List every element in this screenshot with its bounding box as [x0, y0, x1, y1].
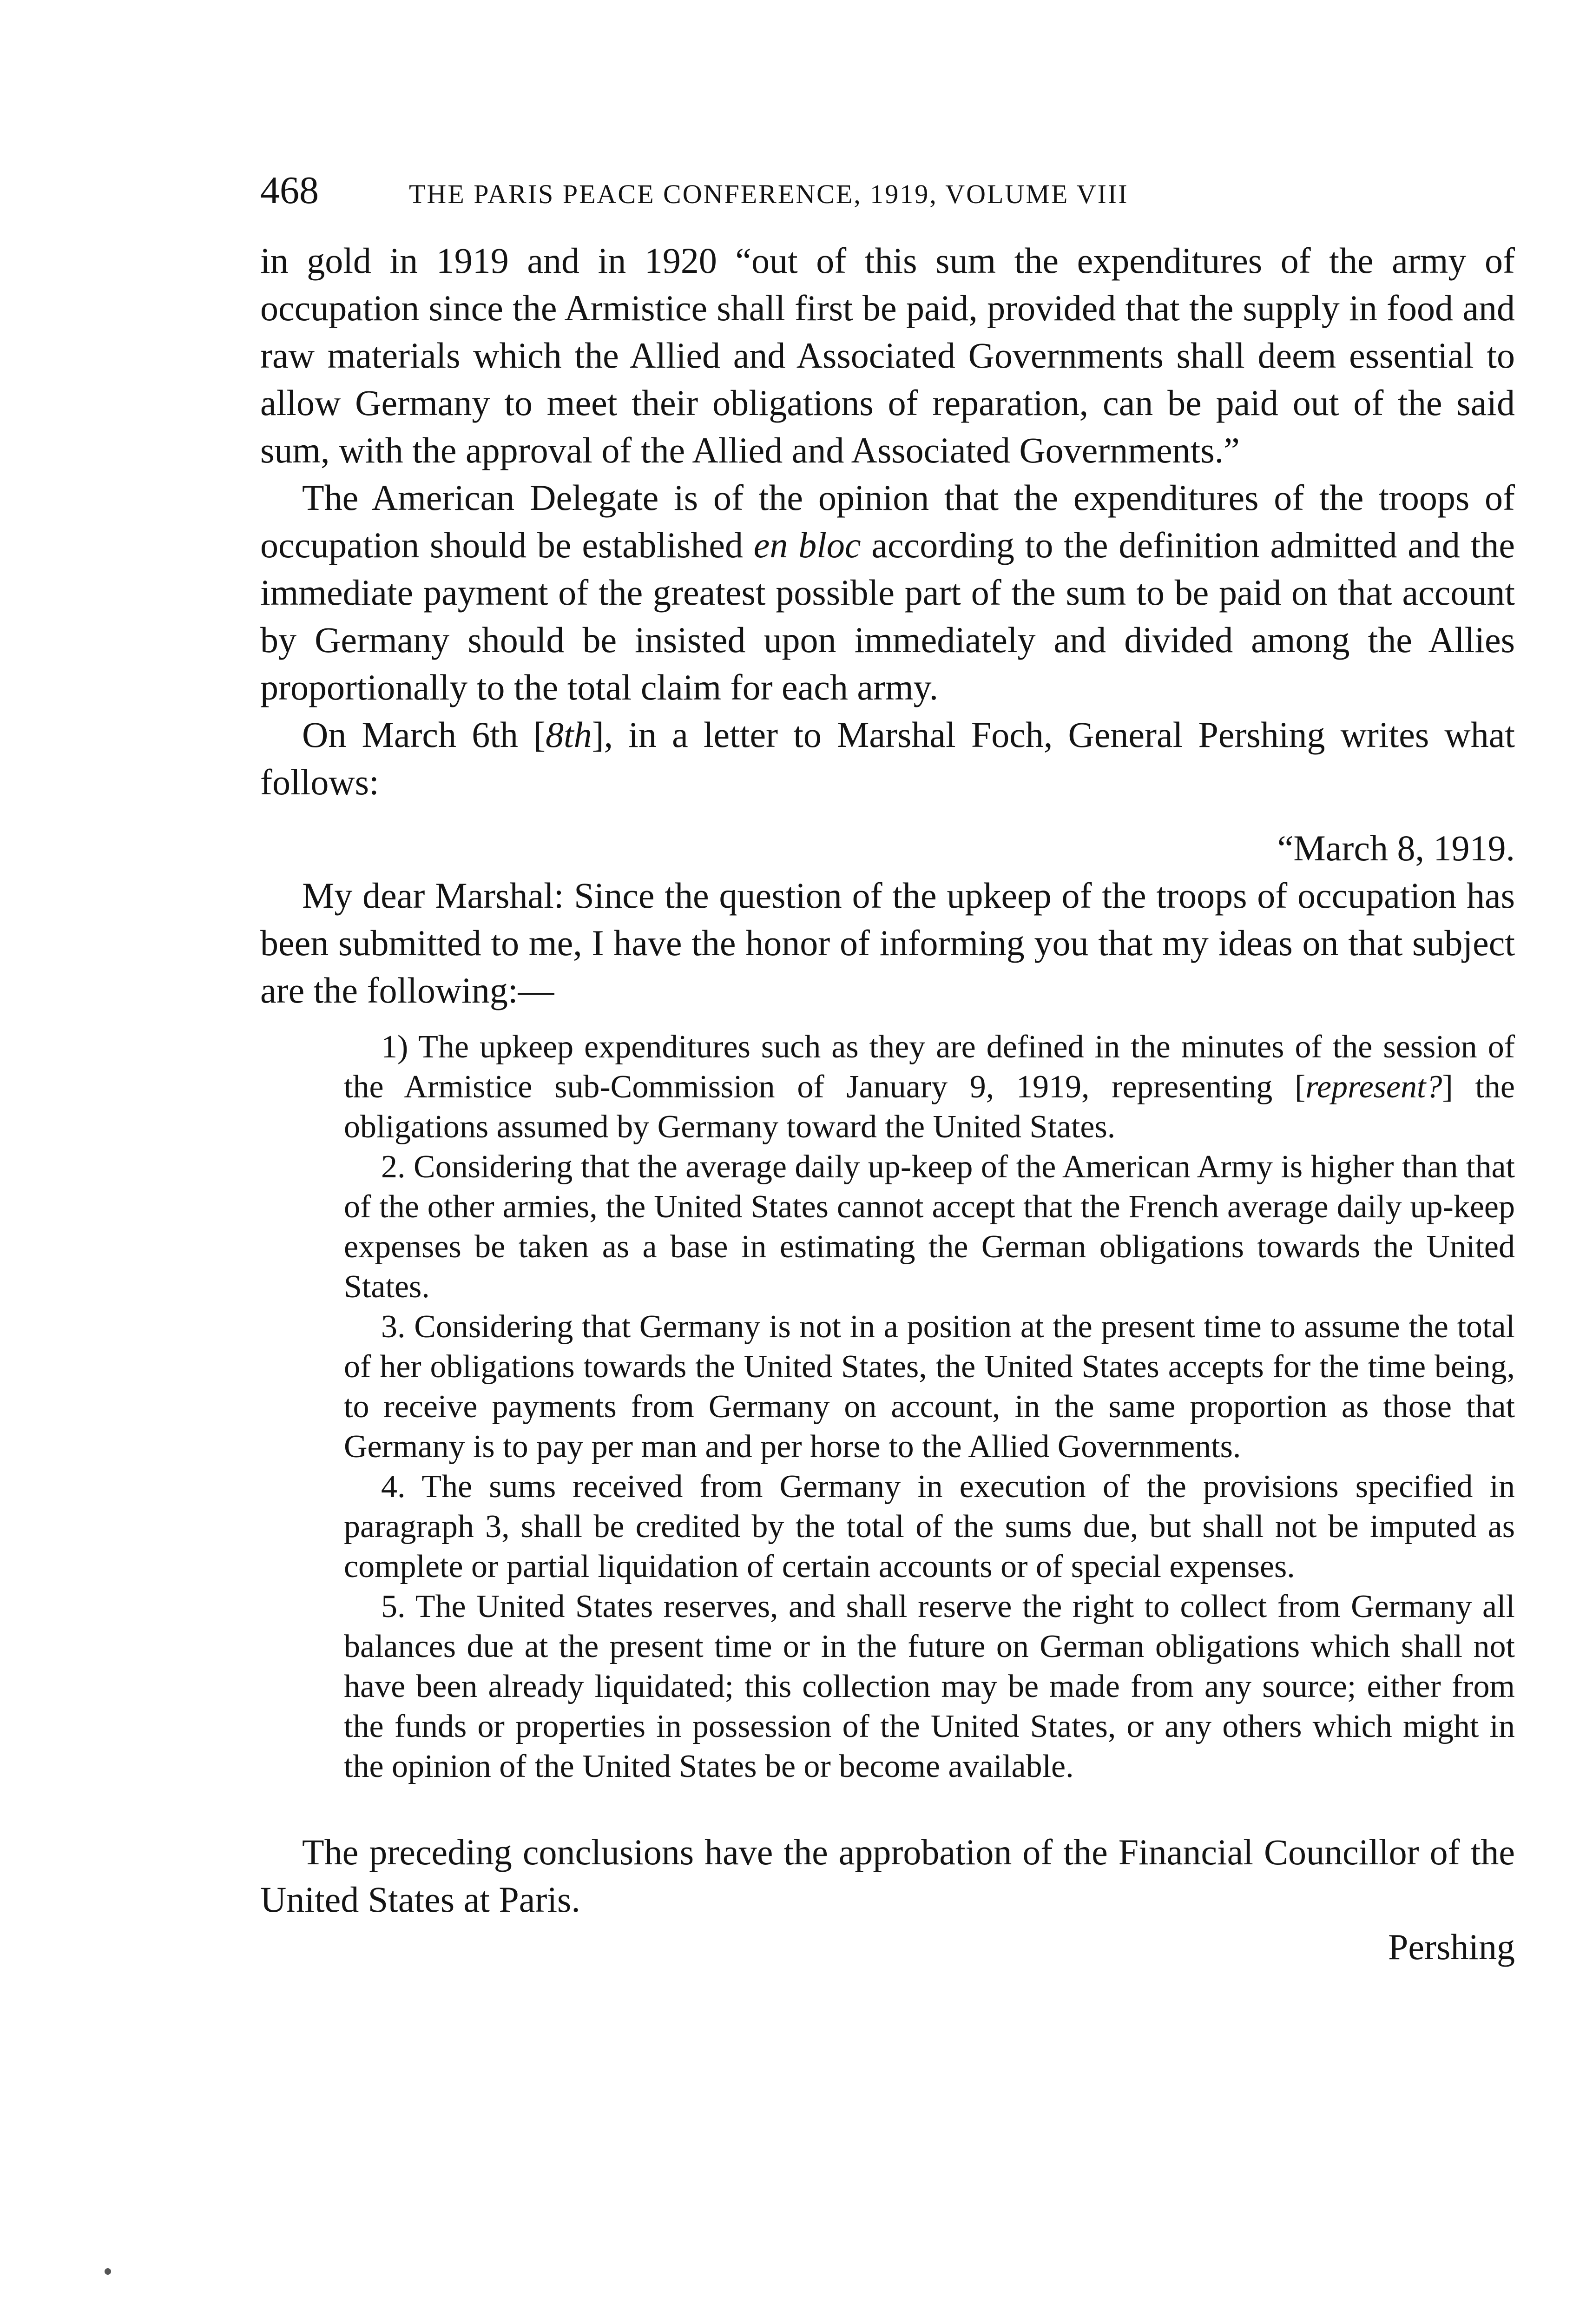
item-text: 1) The upkeep expenditures such as they are defined in the minutes of the session of the Armistice sub-Commission of January 9, 1919, representing [: [344, 1029, 1515, 1105]
letter-item-4: 4. The sums received from Germany in execution of the provisions specified in paragraph 3, shall be credited by the total of the sums due, but shall not be imputed as complete or partial liquidation of certain accounts or of special expenses.: [344, 1469, 1515, 1585]
letter-item-2: 2. Considering that the average daily up-keep of the American Army is higher than that of the other armies, the United States cannot accept that the French average daily up-keep expenses be taken as a base in estimating the German obligations towards the United States.: [344, 1149, 1515, 1305]
italic-text: represent?: [1305, 1069, 1442, 1105]
letter-salutation: My dear Marshal: Since the question of the upkeep of the troops of occupation has been submitted to me, I have the honor of informing you that my ideas on that subject are the following:—: [260, 875, 1515, 1010]
italic-text: en bloc: [753, 525, 861, 565]
letter-numbered-items: [344, 1027, 1515, 1787]
page-speck: [105, 2268, 111, 2275]
letter-closing: The preceding conclusions have the approbation of the Financial Councillor of the United States at Paris.: [260, 1832, 1515, 1920]
paragraph-text: The American Delegate is of the opinion that the expenditures of the troops of occupation should be established: [260, 477, 1515, 565]
page-number: 468: [260, 169, 319, 212]
running-title: THE PARIS PEACE CONFERENCE, 1919, VOLUME VIII: [409, 179, 1129, 209]
letter-item-5: 5. The United States reserves, and shall reserve the right to collect from Germany all balances due at the present time or in the future on German obligations which shall not have been already liquidated; this collection may be made from any source; either from the funds or properties in possession of the United States, or any others which might in the opinion of the United States be or become available.: [344, 1589, 1515, 1784]
paragraph-text: ], in a letter to Marshal Foch, General Pershing writes what follows:: [260, 714, 1515, 802]
document-page: [260, 167, 1515, 1971]
paragraph-text: On March 6th [: [302, 714, 546, 755]
paragraph-american-delegate: [260, 474, 1515, 711]
paragraph-text: according to the definition admitted and the immediate payment of the greatest possible part of the sum to be paid on that account by Germany should be insisted upon immediately and divided among the Allies proportionally to the total claim for each army.: [260, 525, 1515, 707]
signature: Pershing: [1388, 1927, 1515, 1967]
italic-text: 8th: [546, 714, 592, 755]
letter-item-3: 3. Considering that Germany is not in a position at the present time to assume the total of her obligations towards the United States, the United States accepts for the time being, to receive payments from Germany on account, in the same proportion as those that Germany is to pay per man and per horse to the Allied Governments.: [344, 1309, 1515, 1465]
letter-item-1: [344, 1027, 1515, 1147]
paragraph-pershing-letter-intro: [260, 711, 1515, 806]
running-head: [260, 167, 1515, 214]
paragraph-quote-continuation: in gold in 1919 and in 1920 “out of this sum the expenditures of the army of occupation since the Armistice shall first be paid, provided that the supply in food and raw materials which the Allied and Associated Governments shall deem essential to allow Germany to meet their obligations of reparation, can be paid out of the said sum, with the approval of the Allied and Associated Governments.”: [260, 240, 1515, 470]
letter-date: “March 8, 1919.: [1277, 828, 1515, 868]
item-text: ] the obligations assumed by Germany toward the United States.: [344, 1069, 1515, 1145]
